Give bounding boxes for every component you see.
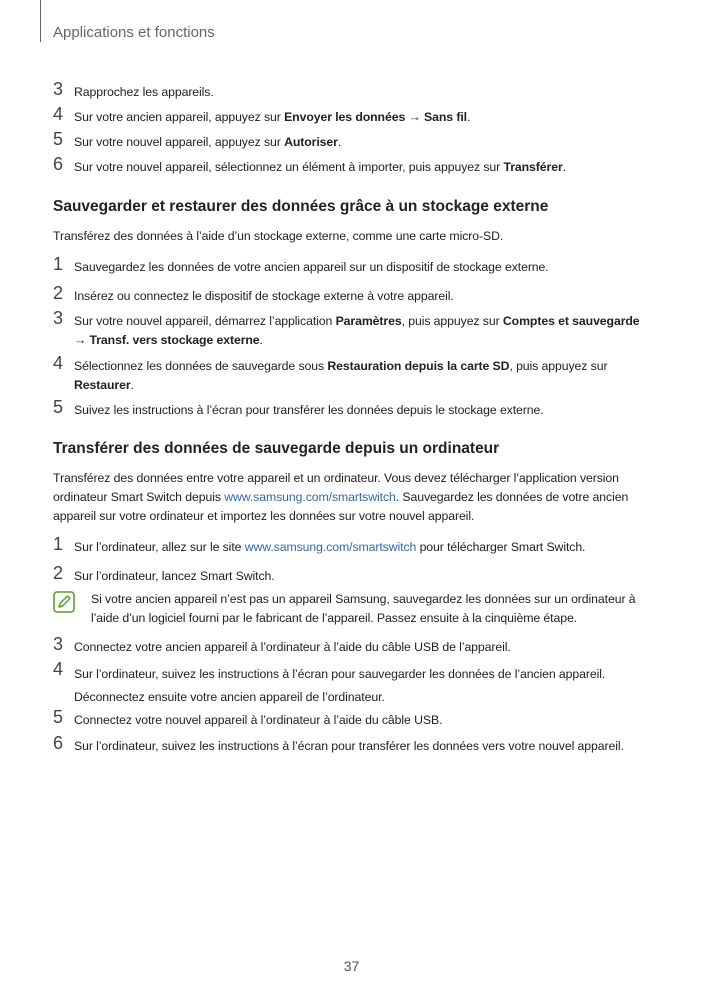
step-5	[53, 707, 653, 730]
step-6	[53, 154, 653, 177]
step-number: 5	[53, 397, 64, 417]
step-6	[53, 733, 653, 756]
step-text: Sur l’ordinateur, suivez les instructions à l’écran pour sauvegarder les données de l’ancien appareil. Déconnectez ensuite votre ancien appareil de l’ordinateur.	[74, 667, 606, 704]
step-text: Sur l’ordinateur, lancez Smart Switch.	[74, 569, 275, 583]
step-2	[53, 563, 653, 586]
step-number: 3	[53, 79, 64, 99]
step-number: 6	[53, 733, 64, 753]
step-2	[53, 283, 653, 306]
step-text: Insérez ou connectez le dispositif de stockage externe à votre appareil.	[74, 289, 454, 303]
step-1	[53, 534, 653, 557]
step-3	[53, 308, 653, 350]
step-4	[53, 104, 653, 127]
step-1	[53, 254, 653, 277]
step-5	[53, 397, 653, 420]
step-number: 1	[53, 254, 64, 274]
step-text: Sur votre nouvel appareil, démarrez l’application Paramètres, puis appuyez sur Comptes et sauvegarde → Transf. vers stockage externe.	[74, 314, 640, 347]
section-title-external-storage: Sauvegarder et restaurer des données grâce à un stockage externe	[53, 198, 549, 215]
step-number: 4	[53, 353, 64, 373]
step-text: Sur votre nouvel appareil, appuyez sur Autoriser.	[74, 135, 342, 149]
step-4	[53, 353, 653, 395]
step-3	[53, 634, 653, 657]
note-text: Si votre ancien appareil n’est pas un appareil Samsung, sauvegardez les données sur un ordinateur à l’aide d’un logiciel fourni par le fabricant de l’appareil. Passez ensuite à la cinquième étape.	[91, 592, 636, 625]
section-title-computer-backup: Transférer des données de sauvegarde depuis un ordinateur	[53, 440, 500, 457]
step-5	[53, 129, 653, 152]
step-number: 1	[53, 534, 64, 554]
section-intro: Transférez des données à l’aide d’un stockage externe, comme une carte micro-SD.	[53, 229, 504, 243]
step-number: 5	[53, 707, 64, 727]
header-rule	[40, 0, 41, 42]
step-text: Sur votre nouvel appareil, sélectionnez un élément à importer, puis appuyez sur Transférer.	[74, 160, 566, 174]
step-number: 3	[53, 634, 64, 654]
step-number: 4	[53, 104, 64, 124]
step-3	[53, 79, 653, 102]
section-intro: Transférez des données entre votre appareil et un ordinateur. Vous devez télécharger l’application version ordinateur Smart Switch depuis www.samsung.com/smartswitch. Sauvegardez les données de votre ancien appareil sur votre ordinateur et importez les données sur votre nouvel appareil.	[53, 471, 629, 523]
step-number: 5	[53, 129, 64, 149]
header-title: Applications et fonctions	[53, 24, 215, 41]
step-text: Rapprochez les appareils.	[74, 85, 214, 99]
step-text: Connectez votre ancien appareil à l’ordinateur à l’aide du câble USB de l’appareil.	[74, 640, 511, 654]
note-pencil-icon	[53, 591, 75, 613]
step-text: Sur l’ordinateur, allez sur le site www.samsung.com/smartswitch pour télécharger Smart Switch.	[74, 540, 586, 554]
step-number: 6	[53, 154, 64, 174]
page-number: 37	[343, 958, 360, 974]
step-4	[53, 659, 653, 709]
step-number: 2	[53, 283, 64, 303]
smartswitch-link[interactable]: www.samsung.com/smartswitch	[244, 540, 417, 554]
smartswitch-link[interactable]: www.samsung.com/smartswitch	[224, 490, 396, 504]
step-text: Sauvegardez les données de votre ancien appareil sur un dispositif de stockage externe.	[74, 260, 549, 274]
step-text: Sélectionnez les données de sauvegarde sous Restauration depuis la carte SD, puis appuyez sur Restaurer.	[74, 359, 608, 392]
step-text: Suivez les instructions à l’écran pour transférer les données depuis le stockage externe.	[74, 403, 544, 417]
step-text: Sur votre ancien appareil, appuyez sur Envoyer les données → Sans fil.	[74, 110, 471, 124]
step-text: Sur l’ordinateur, suivez les instructions à l’écran pour transférer les données vers votre nouvel appareil.	[74, 739, 624, 753]
step-number: 4	[53, 659, 64, 679]
step-number: 3	[53, 308, 64, 328]
step-text: Connectez votre nouvel appareil à l’ordinateur à l’aide du câble USB.	[74, 713, 443, 727]
step-number: 2	[53, 563, 64, 583]
